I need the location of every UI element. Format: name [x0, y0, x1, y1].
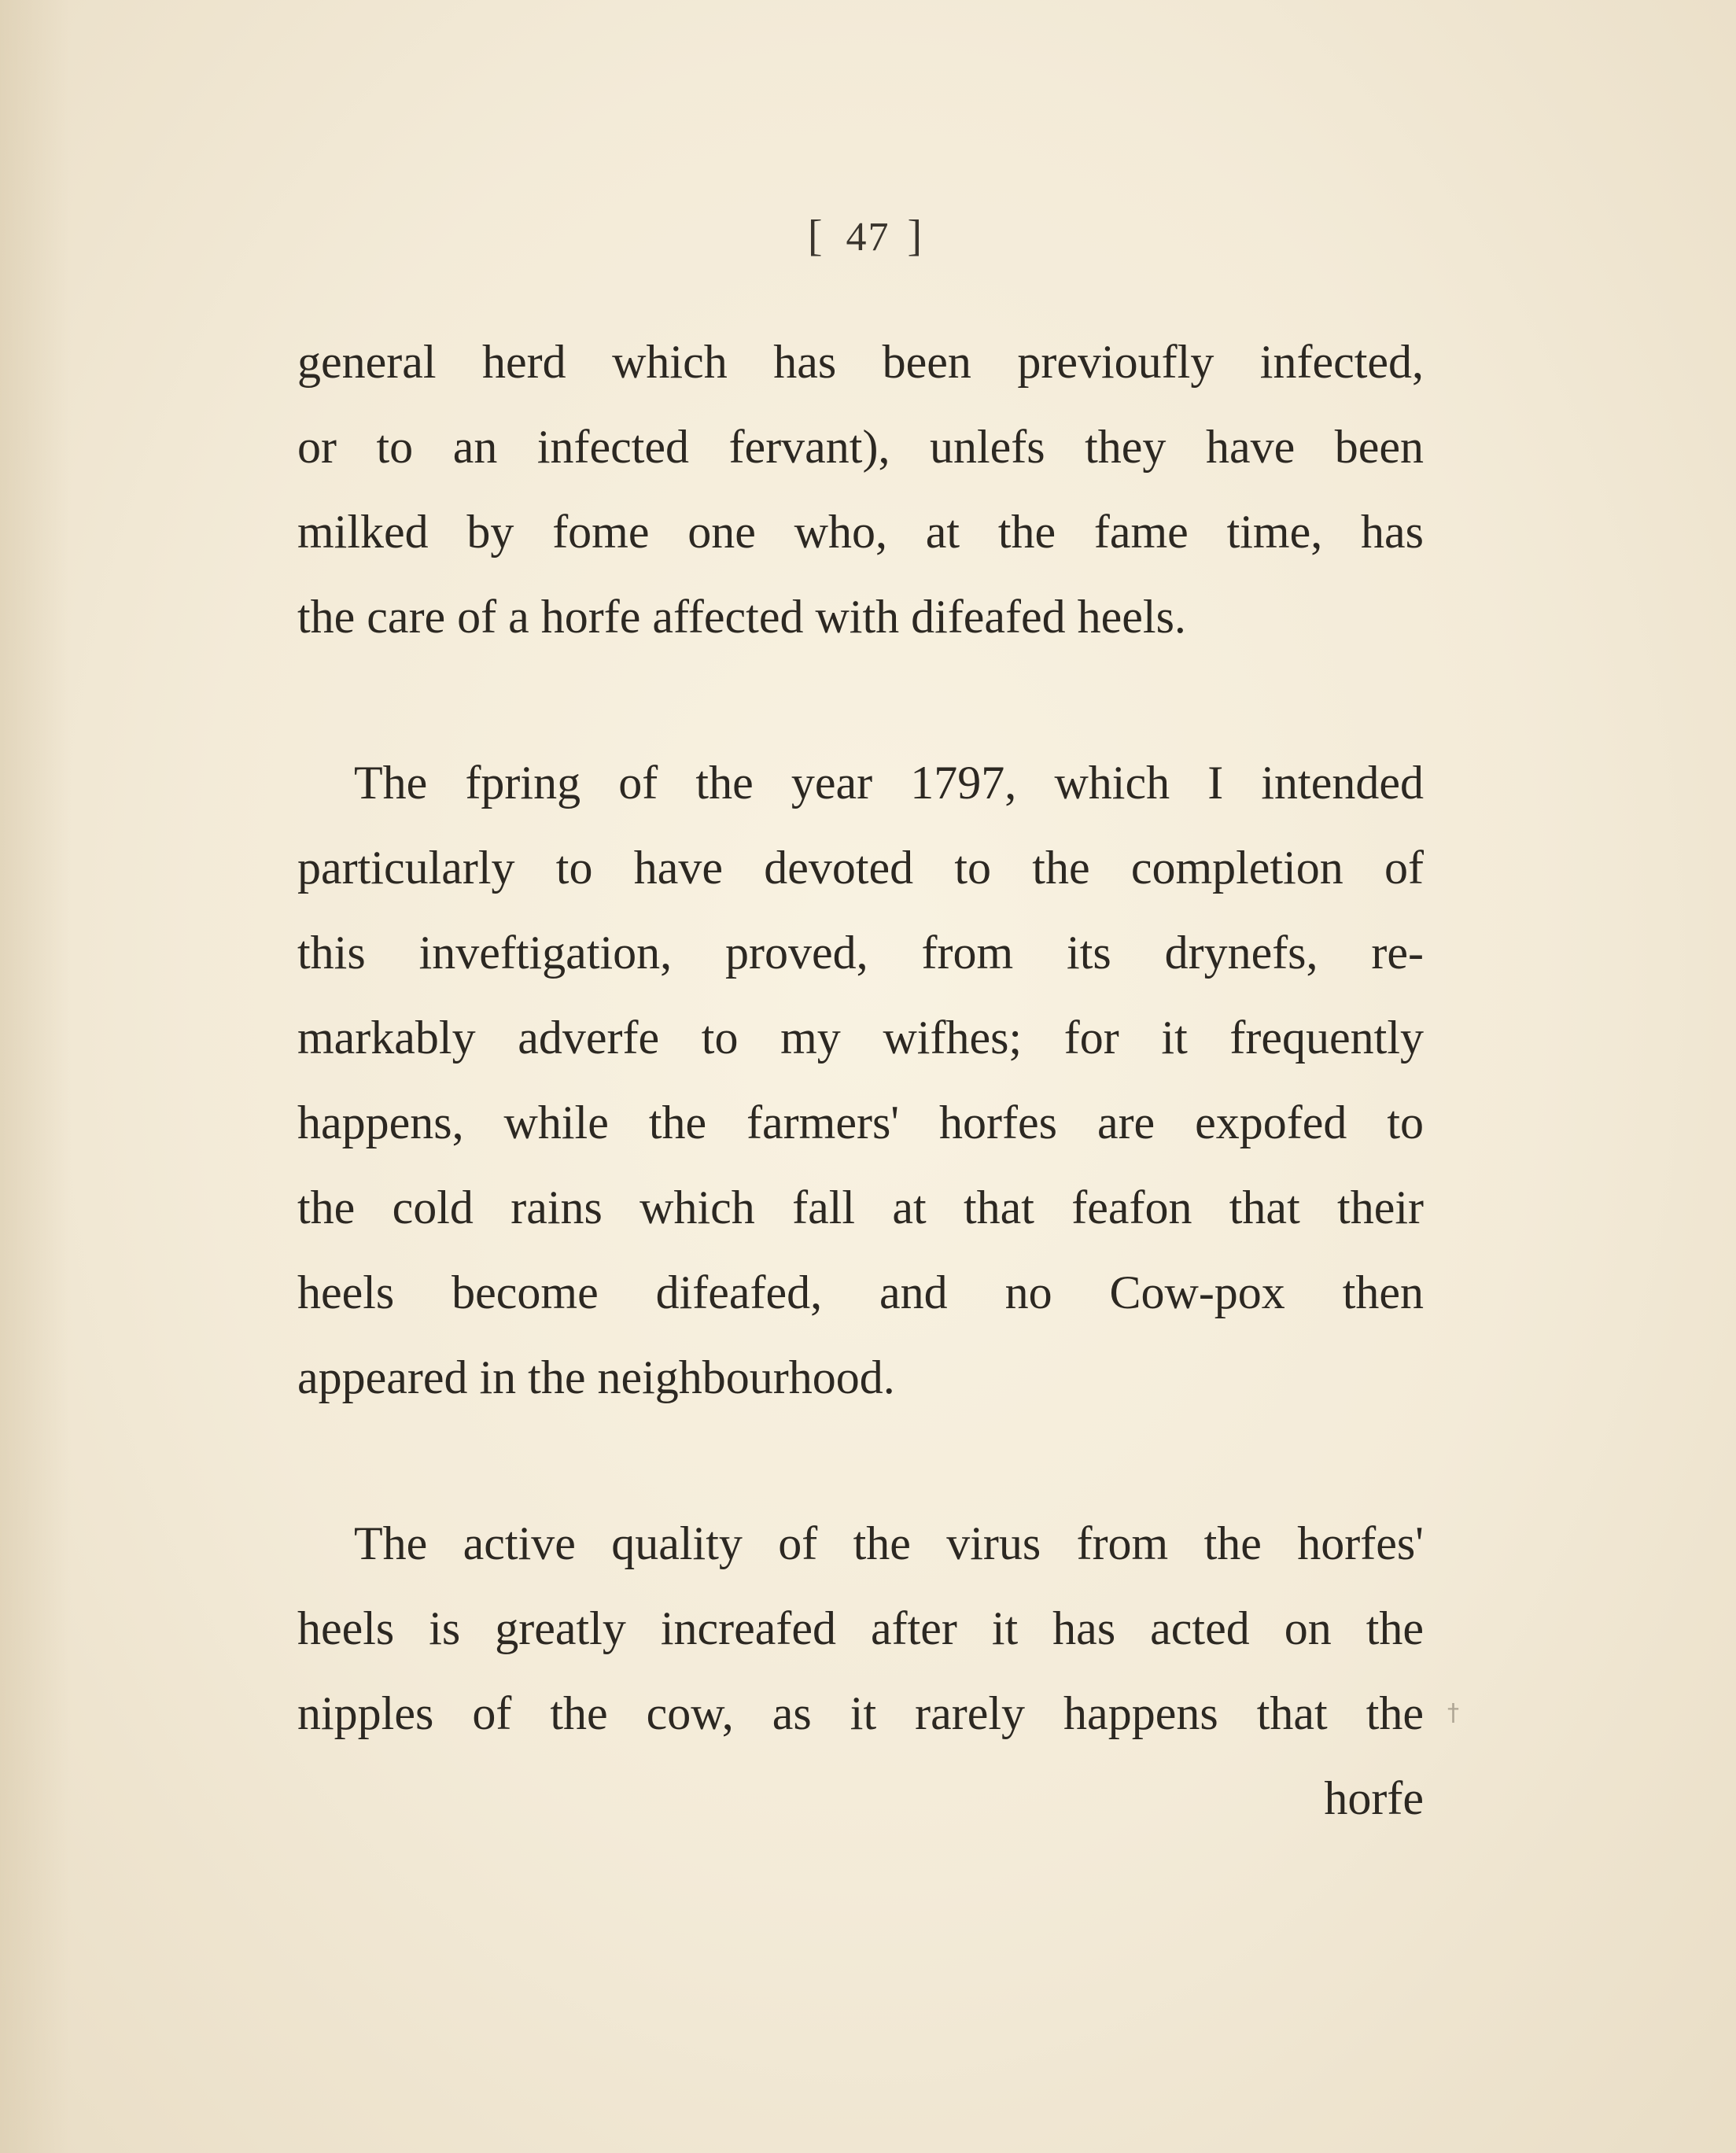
text-line: or to an infected fervant), unlefs they have been: [297, 421, 1424, 473]
header-open-bracket: [: [807, 212, 829, 260]
text-line: this inveftigation, proved, from its drynefs, re-: [297, 927, 1424, 979]
text-line: particularly to have devoted to the completion of: [297, 842, 1424, 894]
text-line: milked by fome one who, at the fame time, has: [297, 506, 1424, 558]
text-line: nipples of the cow, as it rarely happens that the: [297, 1687, 1424, 1739]
text-line: appeared in the neighbourhood.: [297, 1351, 895, 1403]
text-line: general herd which has been previoufly infected,: [297, 336, 1424, 388]
text-line: the care of a horfe affected with difeafed heels.: [297, 591, 1186, 643]
text-line: heels become difeafed, and no Cow-pox then: [297, 1266, 1424, 1318]
page-number: 47: [846, 215, 890, 260]
text-line: happens, while the farmers' horfes are expofed to: [297, 1097, 1424, 1148]
page-header: [0, 211, 1736, 261]
catchword: horfe: [1324, 1772, 1424, 1824]
text-line: markably adverfe to my wifhes; for it frequently: [297, 1012, 1424, 1064]
text-line: heels is greatly increafed after it has acted on the: [297, 1602, 1424, 1654]
text-line: The fpring of the year 1797, which I intended: [354, 757, 1424, 809]
margin-mark: †: [1447, 1699, 1459, 1727]
header-close-bracket: ]: [907, 212, 929, 260]
text-line: the cold rains which fall at that feafon that their: [297, 1182, 1424, 1233]
text-line: The active quality of the virus from the horfes': [354, 1517, 1424, 1569]
gutter-shadow: [0, 0, 71, 2153]
